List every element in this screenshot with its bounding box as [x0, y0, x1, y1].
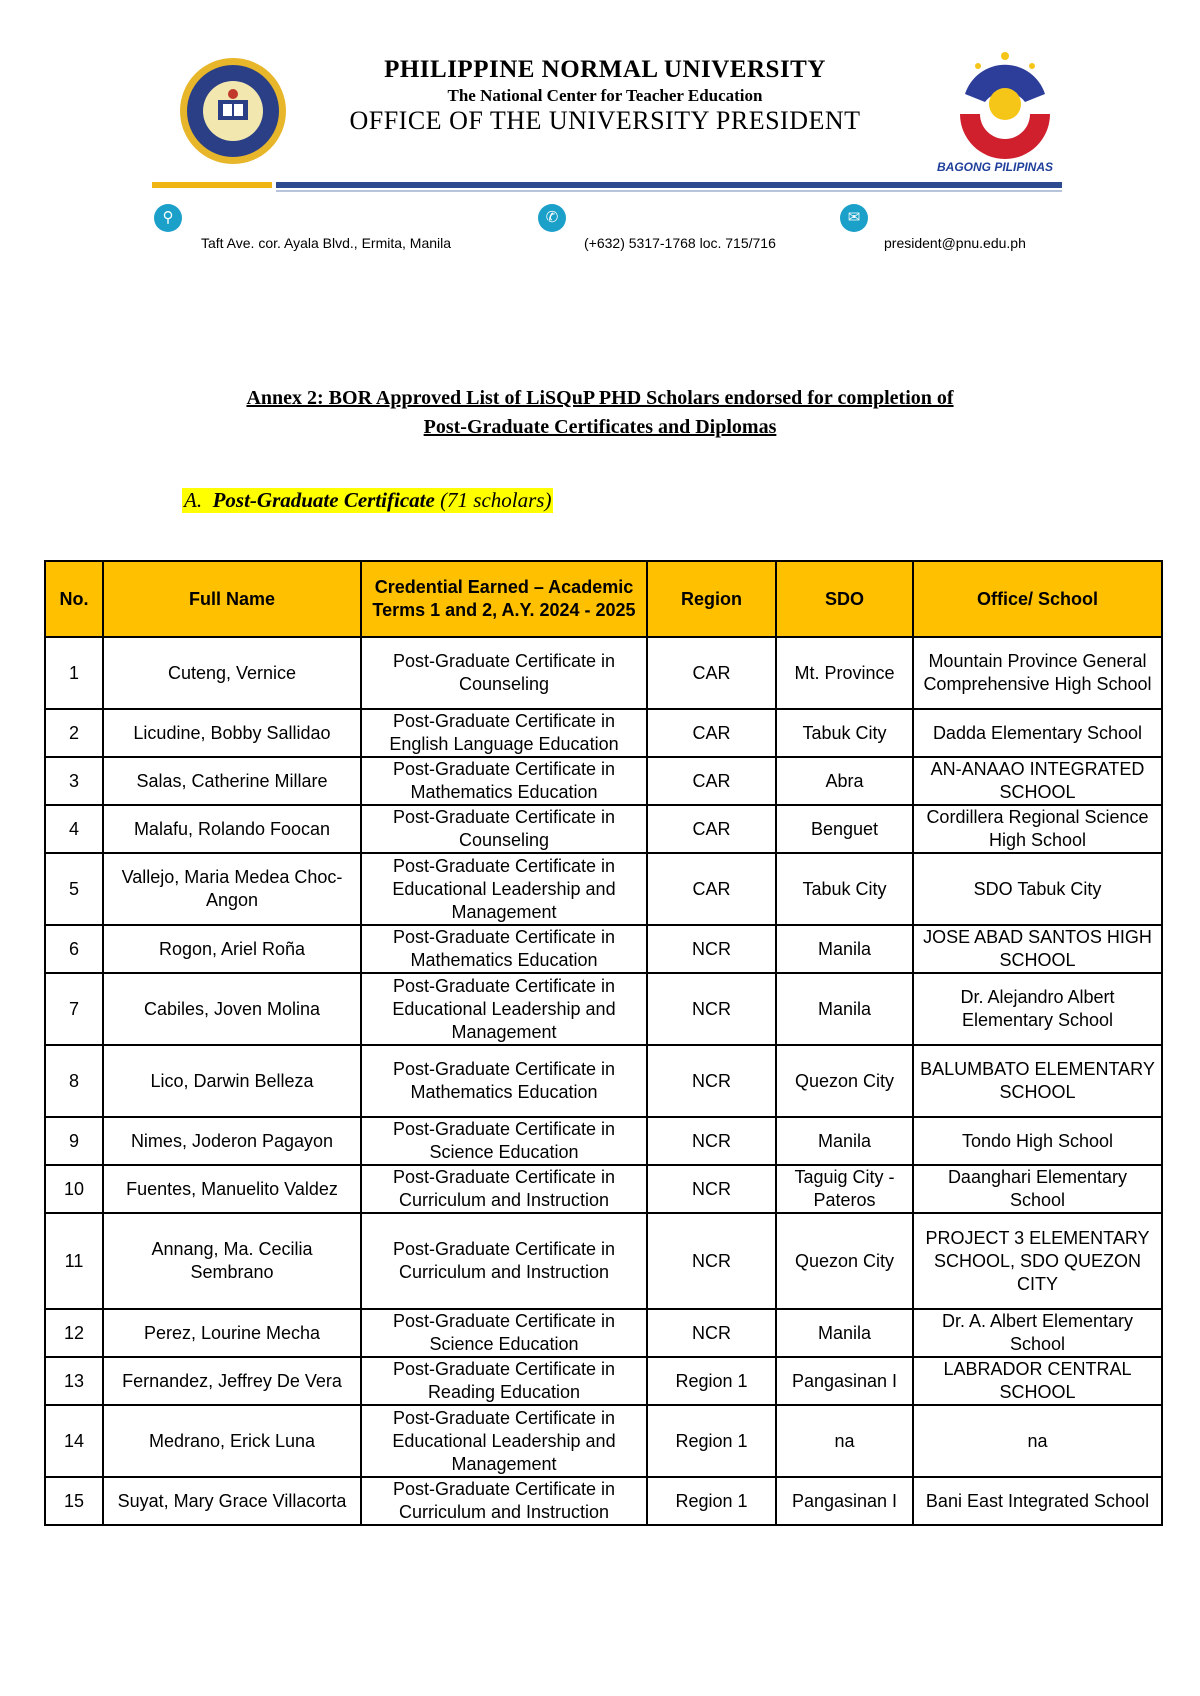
cell-credential: Post-Graduate Certificate in Counseling — [361, 637, 647, 709]
cell-region: Region 1 — [647, 1405, 776, 1477]
cell-no: 15 — [45, 1477, 103, 1525]
cell-sdo: Mt. Province — [776, 637, 913, 709]
cell-name: Nimes, Joderon Pagayon — [103, 1117, 361, 1165]
cell-name: Perez, Lourine Mecha — [103, 1309, 361, 1357]
cell-sdo: Tabuk City — [776, 853, 913, 925]
cell-name: Rogon, Ariel Roña — [103, 925, 361, 973]
header-rule-navy — [276, 182, 1062, 188]
cell-school: LABRADOR CENTRAL SCHOOL — [913, 1357, 1162, 1405]
table-row — [45, 1477, 1162, 1525]
cell-credential: Post-Graduate Certificate in Reading Education — [361, 1357, 647, 1405]
cell-no: 7 — [45, 973, 103, 1045]
cell-region: NCR — [647, 1165, 776, 1213]
contact-email[interactable]: president@pnu.edu.ph — [884, 235, 1026, 251]
table-row — [45, 637, 1162, 709]
table-header-row — [45, 561, 1162, 637]
cell-region: Region 1 — [647, 1477, 776, 1525]
cell-name: Lico, Darwin Belleza — [103, 1045, 361, 1117]
header-sdo: SDO — [776, 561, 913, 637]
cell-region: NCR — [647, 1213, 776, 1309]
location-pin-icon: ⚲ — [154, 204, 182, 232]
cell-school: SDO Tabuk City — [913, 853, 1162, 925]
cell-credential: Post-Graduate Certificate in Curriculum and Instruction — [361, 1165, 647, 1213]
cell-region: CAR — [647, 757, 776, 805]
cell-region: CAR — [647, 853, 776, 925]
header-office-school: Office/ School — [913, 561, 1162, 637]
cell-no: 12 — [45, 1309, 103, 1357]
cell-name: Malafu, Rolando Foocan — [103, 805, 361, 853]
cell-region: CAR — [647, 805, 776, 853]
cell-credential: Post-Graduate Certificate in Mathematics Education — [361, 757, 647, 805]
cell-credential: Post-Graduate Certificate in Counseling — [361, 805, 647, 853]
cell-credential: Post-Graduate Certificate in Science Education — [361, 1117, 647, 1165]
university-tagline: The National Center for Teacher Education — [447, 86, 763, 105]
header-credential: Credential Earned – Academic Terms 1 and 2, A.Y. 2024 - 2025 — [361, 561, 647, 637]
cell-sdo: Taguig City - Pateros — [776, 1165, 913, 1213]
cell-name: Medrano, Erick Luna — [103, 1405, 361, 1477]
cell-school: BALUMBATO ELEMENTARY SCHOOL — [913, 1045, 1162, 1117]
cell-region: CAR — [647, 637, 776, 709]
cell-name: Vallejo, Maria Medea Choc-Angon — [103, 853, 361, 925]
cell-sdo: Manila — [776, 1117, 913, 1165]
cell-no: 9 — [45, 1117, 103, 1165]
cell-name: Fernandez, Jeffrey De Vera — [103, 1357, 361, 1405]
cell-school: na — [913, 1405, 1162, 1477]
cell-no: 3 — [45, 757, 103, 805]
university-name: PHILIPPINE NORMAL UNIVERSITY — [384, 56, 826, 83]
cell-no: 5 — [45, 853, 103, 925]
table-row — [45, 925, 1162, 973]
cell-name: Annang, Ma. Cecilia Sembrano — [103, 1213, 361, 1309]
header-full-name: Full Name — [103, 561, 361, 637]
scholars-table — [44, 560, 1163, 1526]
cell-credential: Post-Graduate Certificate in Mathematics Education — [361, 925, 647, 973]
cell-credential: Post-Graduate Certificate in Curriculum and Instruction — [361, 1213, 647, 1309]
envelope-icon: ✉ — [840, 204, 868, 232]
cell-no: 8 — [45, 1045, 103, 1117]
cell-no: 2 — [45, 709, 103, 757]
cell-name: Suyat, Mary Grace Villacorta — [103, 1477, 361, 1525]
header-rule-thin — [276, 190, 1062, 192]
bagong-pilipinas-text: BAGONG PILIPINAS — [936, 160, 1053, 174]
cell-no: 11 — [45, 1213, 103, 1309]
cell-region: Region 1 — [647, 1357, 776, 1405]
cell-sdo: Manila — [776, 1309, 913, 1357]
cell-sdo: Pangasinan I — [776, 1477, 913, 1525]
section-heading — [182, 488, 553, 513]
table-row — [45, 1405, 1162, 1477]
cell-name: Fuentes, Manuelito Valdez — [103, 1165, 361, 1213]
table-row — [45, 1117, 1162, 1165]
cell-name: Salas, Catherine Millare — [103, 757, 361, 805]
cell-school: Bani East Integrated School — [913, 1477, 1162, 1525]
cell-credential: Post-Graduate Certificate in Mathematics Education — [361, 1045, 647, 1117]
cell-credential: Post-Graduate Certificate in Educational Leadership and Management — [361, 1405, 647, 1477]
header-no: No. — [45, 561, 103, 637]
cell-school: Cordillera Regional Science High School — [913, 805, 1162, 853]
table-row — [45, 973, 1162, 1045]
cell-sdo: Quezon City — [776, 1213, 913, 1309]
cell-school: Dr. A. Albert Elementary School — [913, 1309, 1162, 1357]
university-seal — [178, 56, 288, 166]
table-row — [45, 1213, 1162, 1309]
section-count: (71 scholars) — [440, 488, 552, 512]
cell-credential: Post-Graduate Certificate in English Language Education — [361, 709, 647, 757]
annex-title — [100, 384, 1100, 442]
cell-name: Cuteng, Vernice — [103, 637, 361, 709]
cell-sdo: na — [776, 1405, 913, 1477]
cell-sdo: Manila — [776, 973, 913, 1045]
cell-region: NCR — [647, 1309, 776, 1357]
cell-name: Licudine, Bobby Sallidao — [103, 709, 361, 757]
table-row — [45, 853, 1162, 925]
cell-school: Dadda Elementary School — [913, 709, 1162, 757]
cell-region: NCR — [647, 925, 776, 973]
header-region: Region — [647, 561, 776, 637]
table-row — [45, 1357, 1162, 1405]
cell-school: JOSE ABAD SANTOS HIGH SCHOOL — [913, 925, 1162, 973]
cell-sdo: Tabuk City — [776, 709, 913, 757]
cell-no: 6 — [45, 925, 103, 973]
cell-school: AN-ANAAO INTEGRATED SCHOOL — [913, 757, 1162, 805]
phone-icon: ✆ — [538, 204, 566, 232]
cell-region: NCR — [647, 1117, 776, 1165]
cell-no: 4 — [45, 805, 103, 853]
cell-credential: Post-Graduate Certificate in Educational Leadership and Management — [361, 853, 647, 925]
cell-name: Cabiles, Joven Molina — [103, 973, 361, 1045]
cell-no: 1 — [45, 637, 103, 709]
cell-sdo: Benguet — [776, 805, 913, 853]
table-row — [45, 1045, 1162, 1117]
cell-school: PROJECT 3 ELEMENTARY SCHOOL, SDO QUEZON CITY — [913, 1213, 1162, 1309]
cell-school: Mountain Province General Comprehensive High School — [913, 637, 1162, 709]
cell-sdo: Pangasinan I — [776, 1357, 913, 1405]
cell-school: Daanghari Elementary School — [913, 1165, 1162, 1213]
cell-no: 13 — [45, 1357, 103, 1405]
cell-region: NCR — [647, 973, 776, 1045]
cell-school: Tondo High School — [913, 1117, 1162, 1165]
cell-no: 14 — [45, 1405, 103, 1477]
contact-address: Taft Ave. cor. Ayala Blvd., Ermita, Manila — [201, 235, 452, 251]
contact-phone: (+632) 5317-1768 loc. 715/716 — [584, 235, 776, 251]
table-row — [45, 757, 1162, 805]
cell-no: 10 — [45, 1165, 103, 1213]
table-row — [45, 709, 1162, 757]
table-row — [45, 1309, 1162, 1357]
cell-school: Dr. Alejandro Albert Elementary School — [913, 973, 1162, 1045]
section-letter: A. — [184, 488, 203, 512]
header-rule-gold — [152, 182, 272, 188]
table-row — [45, 805, 1162, 853]
annex-title-line2: Post-Graduate Certificates and Diplomas — [423, 416, 777, 438]
office-title: OFFICE OF THE UNIVERSITY PRESIDENT — [349, 106, 861, 135]
cell-region: NCR — [647, 1045, 776, 1117]
section-title: Post-Graduate Certificate — [212, 488, 435, 512]
cell-region: CAR — [647, 709, 776, 757]
cell-credential: Post-Graduate Certificate in Educational Leadership and Management — [361, 973, 647, 1045]
cell-sdo: Manila — [776, 925, 913, 973]
cell-credential: Post-Graduate Certificate in Science Education — [361, 1309, 647, 1357]
table-row — [45, 1165, 1162, 1213]
bagong-pilipinas-logo — [940, 44, 1070, 174]
annex-title-line1: Annex 2: BOR Approved List of LiSQuP PHD Scholars endorsed for completion of — [246, 387, 954, 409]
cell-sdo: Quezon City — [776, 1045, 913, 1117]
cell-sdo: Abra — [776, 757, 913, 805]
cell-credential: Post-Graduate Certificate in Curriculum and Instruction — [361, 1477, 647, 1525]
